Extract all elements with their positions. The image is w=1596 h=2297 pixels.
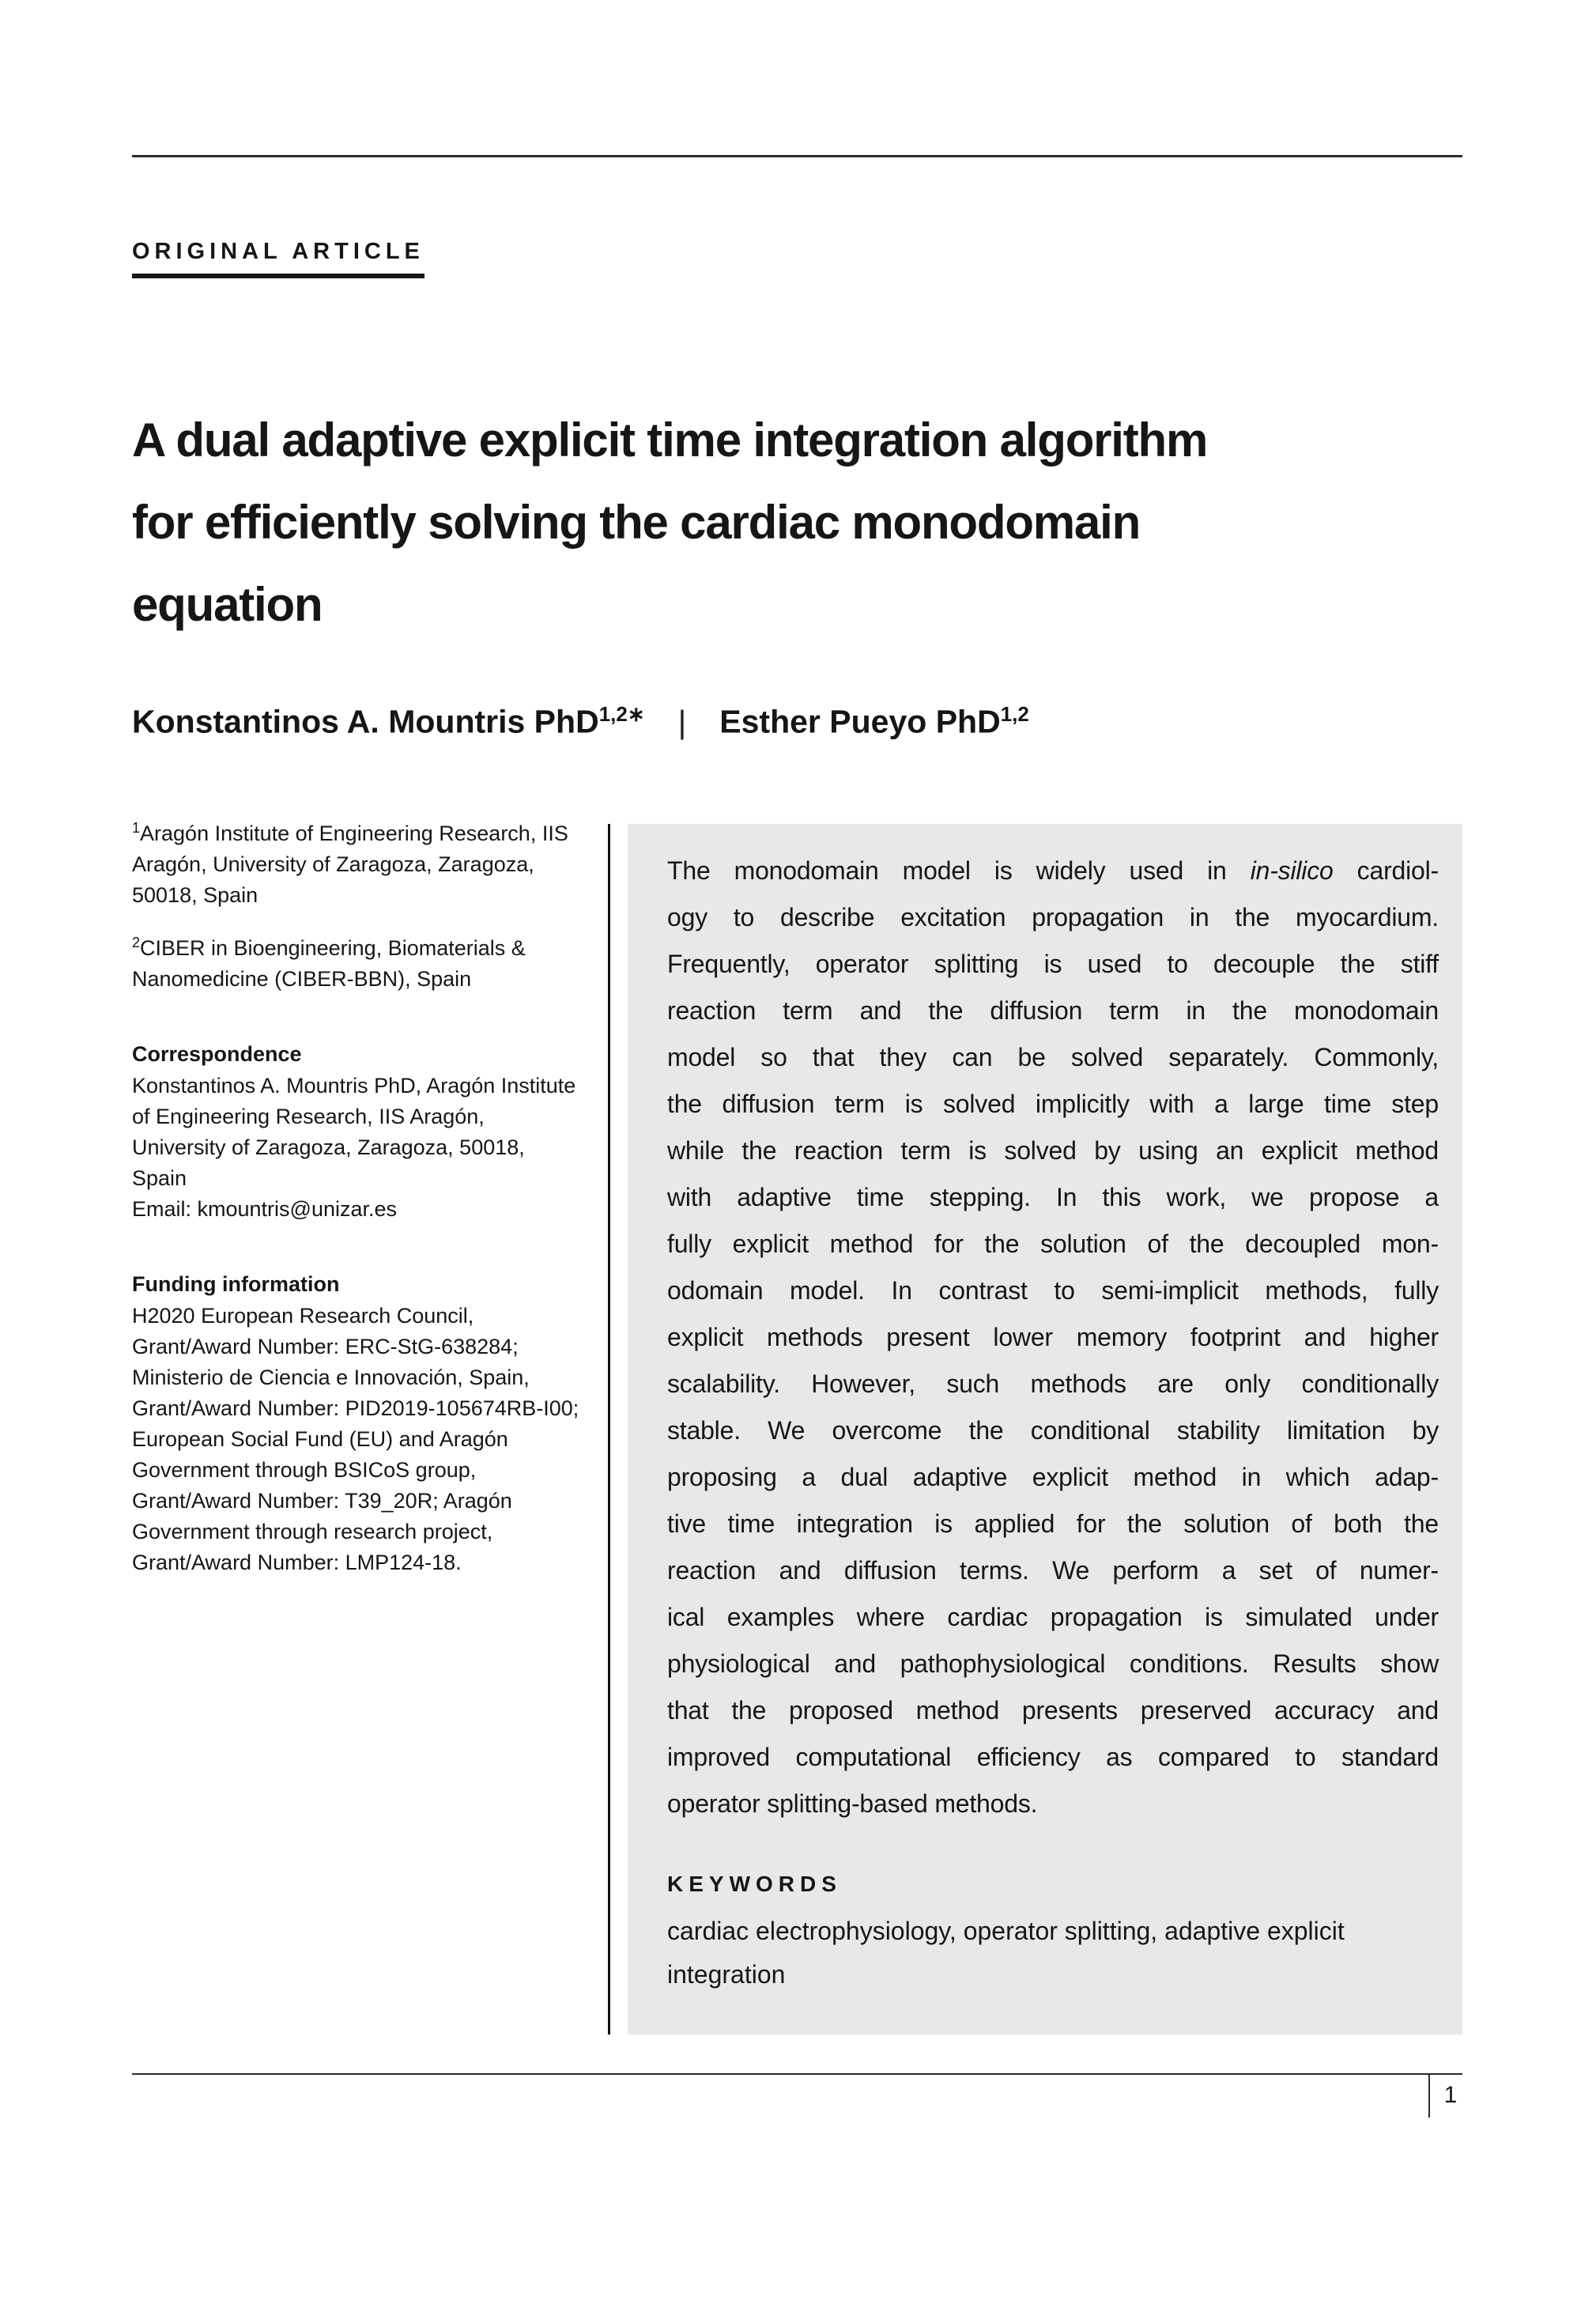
abstract-line: reaction and diffusion terms. We perform a set of numer-	[667, 1556, 1439, 1585]
abstract-line: while the reaction term is solved by using an explicit method	[667, 1136, 1439, 1165]
abstract-line: model so that they can be solved separately. Commonly,	[667, 1043, 1439, 1071]
abstract-line: ical examples where cardiac propagation is simulated under	[667, 1603, 1439, 1631]
author-name: Esther Pueyo PhD	[719, 703, 1001, 740]
keywords-text: cardiac electrophysiology, operator splitting, adaptive explicit integration	[667, 1917, 1345, 1989]
abstract-line: stable. We overcome the conditional stability limitation by	[667, 1416, 1439, 1445]
footer-tick	[1428, 2073, 1430, 2118]
article-category-label: ORIGINAL ARTICLE	[132, 239, 424, 278]
affiliation-marker: 2	[132, 935, 141, 950]
affiliation-marker: 1	[132, 820, 141, 836]
abstract-line: the diffusion term is solved implicitly with a large time step	[667, 1090, 1439, 1118]
abstract-line: reaction term and the diffusion term in the monodomain	[667, 996, 1439, 1025]
abstract-line: improved computational efficiency as compared to standard	[667, 1743, 1439, 1771]
abstract-italic-term: in-silico	[1250, 856, 1334, 885]
abstract-text: The monodomain model is widely used in	[667, 856, 1251, 885]
abstract-line: physiological and pathophysiological conditions. Results show	[667, 1649, 1439, 1678]
content-row	[132, 808, 1462, 2034]
affiliation-1	[132, 813, 581, 911]
author-affiliation-marker: 1,2	[1000, 702, 1029, 726]
abstract-line: with adaptive time stepping. In this work, we propose a	[667, 1183, 1439, 1211]
abstract-line: that the proposed method presents preserved accuracy and	[667, 1696, 1439, 1725]
abstract-section	[608, 824, 1462, 2034]
abstract-line: fully explicit method for the solution of the decoupled mon-	[667, 1230, 1439, 1258]
abstract-line: scalability. However, such methods are only conditionally	[667, 1370, 1439, 1398]
keywords-heading: KEYWORDS	[667, 1872, 842, 1896]
sidebar-column	[132, 808, 581, 1578]
page-number: 1	[1443, 2082, 1458, 2108]
abstract-line: proposing a dual adaptive explicit method in which adap-	[667, 1463, 1439, 1491]
abstract-line: ogy to describe excitation propagation in the myocardium.	[667, 903, 1439, 931]
footer-rule	[132, 2073, 1462, 2075]
author-separator: |	[677, 703, 687, 740]
author-affiliation-marker: 1,2∗	[598, 702, 645, 726]
abstract-text: cardiol-	[1333, 856, 1439, 885]
abstract-line: operator splitting-based methods.	[667, 1789, 1038, 1818]
title-line: A dual adaptive explicit time integration algorithm	[132, 414, 1208, 467]
article-title	[132, 399, 1523, 646]
abstract-line: odomain model. In contrast to semi-implicit methods, fully	[667, 1276, 1439, 1305]
correspondence-email: Email: kmountris@unizar.es	[132, 1197, 398, 1221]
affiliation-text: Aragón Institute of Engineering Research, IIS Aragón, University of Zaragoza, Zaragoza, 50018, Spain	[132, 822, 568, 907]
author-name: Konstantinos A. Mountris PhD	[132, 703, 599, 740]
abstract-box	[628, 824, 1462, 2034]
abstract-line: Frequently, operator splitting is used to decouple the stiff	[667, 950, 1439, 978]
abstract-line: explicit methods present lower memory footprint and higher	[667, 1323, 1439, 1351]
funding-heading: Funding information	[132, 1272, 340, 1296]
funding-body: H2020 European Research Council, Grant/Award Number: ERC-StG-638284; Ministerio de Ciencia e Innovación, Spain, Grant/Award Number: PID2019-105674RB-I00; European Social Fund (EU) and Aragón Government through BSICoS group, Grant/Award Number: T39_20R; Aragón Government through research project, Grant/Award Number: LMP124-18.	[132, 1304, 579, 1574]
top-rule	[132, 155, 1462, 157]
correspondence-heading: Correspondence	[132, 1042, 302, 1066]
abstract-line: tive time integration is applied for the solution of both the	[667, 1509, 1439, 1538]
title-line: equation	[132, 578, 323, 631]
abstract-line	[667, 848, 1439, 894]
title-line: for efficiently solving the cardiac monodomain	[132, 496, 1141, 549]
correspondence-body: Konstantinos A. Mountris PhD, Aragón Institute of Engineering Research, IIS Aragón, University of Zaragoza, Zaragoza, 50018, Spain	[132, 1074, 576, 1190]
affiliation-text: CIBER in Bioengineering, Biomaterials & Nanomedicine (CIBER-BBN), Spain	[132, 936, 526, 991]
author-line	[132, 702, 1029, 741]
affiliation-2	[132, 927, 581, 995]
